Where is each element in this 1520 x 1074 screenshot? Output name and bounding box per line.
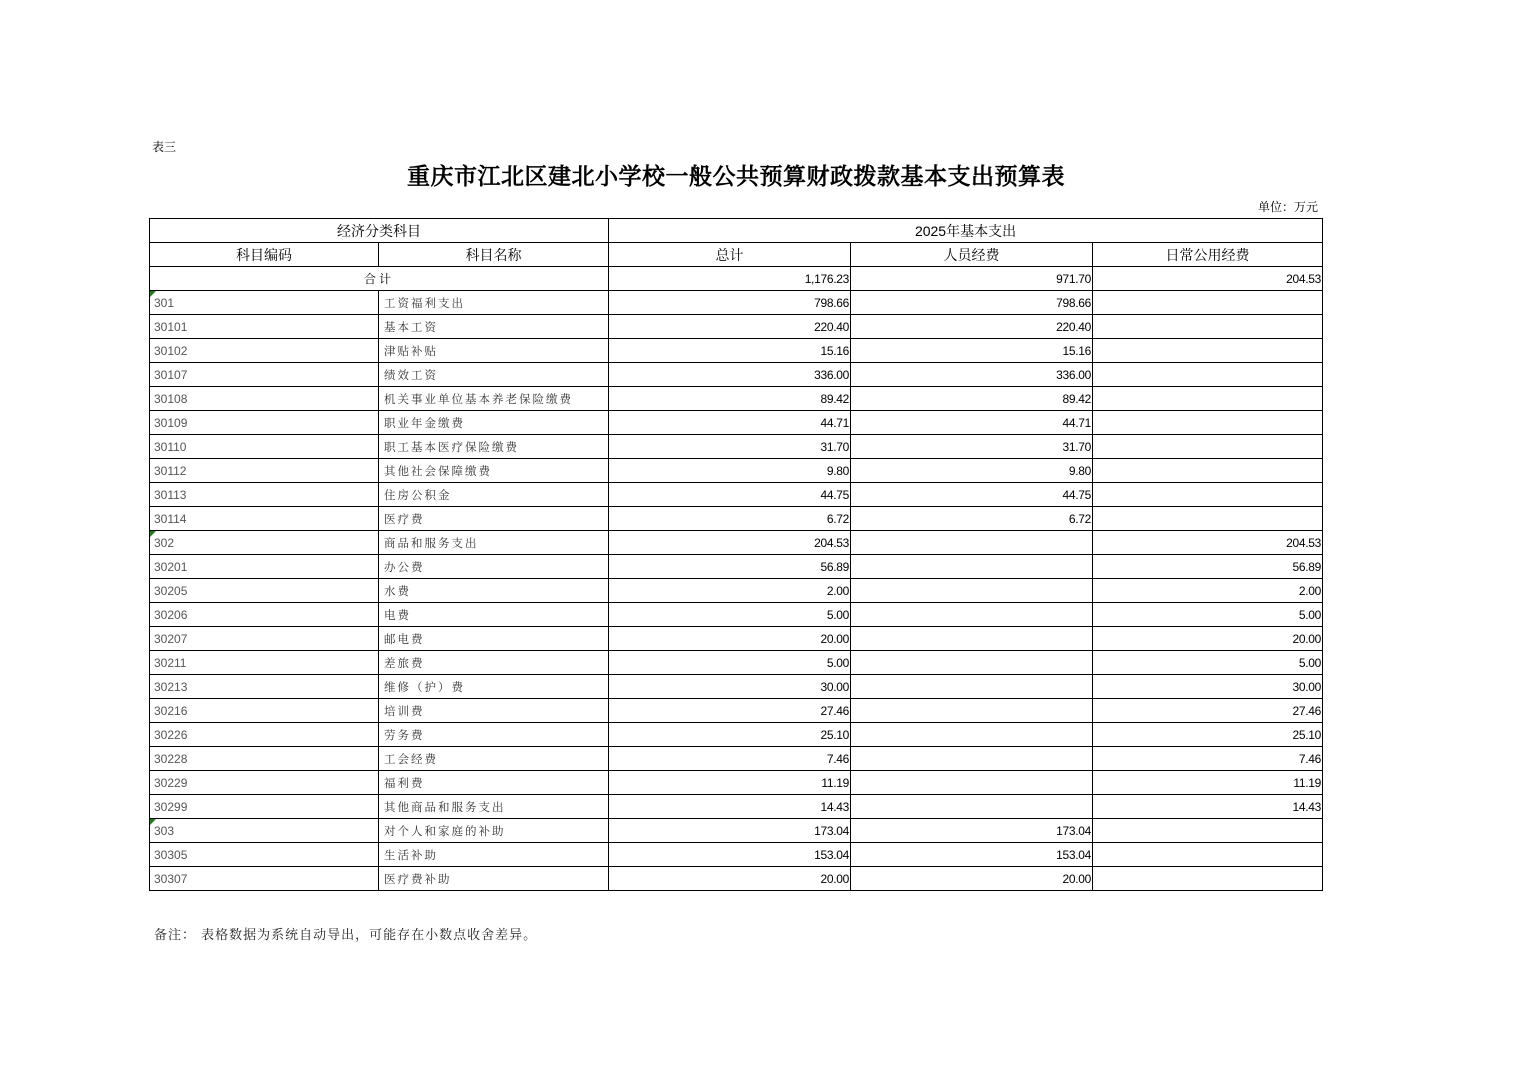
row-code-cell: 30213 — [150, 675, 379, 699]
row-code-cell: 30112 — [150, 459, 379, 483]
row-total-cell: 2.00 — [609, 579, 851, 603]
table-row — [150, 459, 1323, 483]
row-name-cell: 绩效工资 — [379, 363, 609, 387]
table-row — [150, 771, 1323, 795]
row-name-cell: 基本工资 — [379, 315, 609, 339]
row-personnel-cell — [851, 699, 1093, 723]
row-total-cell: 220.40 — [609, 315, 851, 339]
table-row — [150, 435, 1323, 459]
row-public-cell: 25.10 — [1093, 723, 1323, 747]
row-name-cell: 医疗费 — [379, 507, 609, 531]
row-name-cell: 培训费 — [379, 699, 609, 723]
row-total-cell: 336.00 — [609, 363, 851, 387]
table-row — [150, 651, 1323, 675]
row-public-cell: 204.53 — [1093, 531, 1323, 555]
row-total-cell: 14.43 — [609, 795, 851, 819]
row-public-cell: 56.89 — [1093, 555, 1323, 579]
row-personnel-cell — [851, 747, 1093, 771]
row-public-cell — [1093, 483, 1323, 507]
row-public-cell: 20.00 — [1093, 627, 1323, 651]
row-name-cell: 职工基本医疗保险缴费 — [379, 435, 609, 459]
row-personnel-cell — [851, 579, 1093, 603]
table-row — [150, 531, 1323, 555]
column-header-total: 总计 — [609, 243, 851, 267]
row-public-cell — [1093, 843, 1323, 867]
row-personnel-cell: 220.40 — [851, 315, 1093, 339]
row-personnel-cell — [851, 651, 1093, 675]
row-total-cell: 153.04 — [609, 843, 851, 867]
row-public-cell — [1093, 291, 1323, 315]
row-code-cell: 30110 — [150, 435, 379, 459]
row-total-cell: 5.00 — [609, 651, 851, 675]
total-row-label: 合计 — [150, 267, 609, 291]
table-row — [150, 723, 1323, 747]
row-public-cell — [1093, 411, 1323, 435]
row-public-cell: 2.00 — [1093, 579, 1323, 603]
row-personnel-cell — [851, 627, 1093, 651]
row-public-cell — [1093, 507, 1323, 531]
row-personnel-cell: 9.80 — [851, 459, 1093, 483]
row-code-cell: 30101 — [150, 315, 379, 339]
group-header-economic-class: 经济分类科目 — [150, 219, 609, 243]
row-code-cell: 30228 — [150, 747, 379, 771]
row-public-cell: 14.43 — [1093, 795, 1323, 819]
row-code-cell: 30307 — [150, 867, 379, 891]
row-public-cell — [1093, 339, 1323, 363]
row-total-cell: 798.66 — [609, 291, 851, 315]
table-row — [150, 843, 1323, 867]
table-row — [150, 483, 1323, 507]
row-name-cell: 医疗费补助 — [379, 867, 609, 891]
row-total-cell: 20.00 — [609, 627, 851, 651]
column-header-personnel: 人员经费 — [851, 243, 1093, 267]
row-total-cell: 9.80 — [609, 459, 851, 483]
total-row-personnel: 971.70 — [851, 267, 1093, 291]
table-row — [150, 315, 1323, 339]
table-row — [150, 819, 1323, 843]
row-public-cell: 5.00 — [1093, 651, 1323, 675]
page-title: 重庆市江北区建北小学校一般公共预算财政拨款基本支出预算表 — [407, 163, 1065, 190]
column-header-public: 日常公用经费 — [1093, 243, 1323, 267]
table-row — [150, 555, 1323, 579]
row-personnel-cell: 44.75 — [851, 483, 1093, 507]
row-total-cell: 44.75 — [609, 483, 851, 507]
row-personnel-cell — [851, 603, 1093, 627]
row-name-cell: 其他社会保障缴费 — [379, 459, 609, 483]
row-total-cell: 30.00 — [609, 675, 851, 699]
row-code-cell: 30206 — [150, 603, 379, 627]
row-name-cell: 电费 — [379, 603, 609, 627]
row-name-cell: 水费 — [379, 579, 609, 603]
row-personnel-cell — [851, 555, 1093, 579]
group-header-basic-expenditure: 2025年基本支出 — [609, 219, 1323, 243]
table-row — [150, 603, 1323, 627]
budget-table — [149, 218, 1323, 891]
row-code-cell: 30207 — [150, 627, 379, 651]
row-name-cell: 津贴补贴 — [379, 339, 609, 363]
table-row — [150, 339, 1323, 363]
row-code-cell: 30226 — [150, 723, 379, 747]
row-name-cell: 商品和服务支出 — [379, 531, 609, 555]
row-code-cell: 30108 — [150, 387, 379, 411]
table-row — [150, 507, 1323, 531]
row-public-cell — [1093, 315, 1323, 339]
total-row — [150, 267, 1323, 291]
total-row-total: 1,176.23 — [609, 267, 851, 291]
table-row — [150, 291, 1323, 315]
column-header-code: 科目编码 — [150, 243, 379, 267]
row-personnel-cell: 15.16 — [851, 339, 1093, 363]
row-total-cell: 15.16 — [609, 339, 851, 363]
group-header-row — [150, 219, 1323, 243]
row-personnel-cell — [851, 795, 1093, 819]
row-name-cell: 其他商品和服务支出 — [379, 795, 609, 819]
row-total-cell: 204.53 — [609, 531, 851, 555]
row-code-cell: 30205 — [150, 579, 379, 603]
row-name-cell: 福利费 — [379, 771, 609, 795]
row-code-cell: 303 — [150, 819, 379, 843]
table-row — [150, 867, 1323, 891]
row-total-cell: 56.89 — [609, 555, 851, 579]
row-total-cell: 89.42 — [609, 387, 851, 411]
table-row — [150, 579, 1323, 603]
row-name-cell: 职业年金缴费 — [379, 411, 609, 435]
row-public-cell: 7.46 — [1093, 747, 1323, 771]
row-total-cell: 31.70 — [609, 435, 851, 459]
row-code-cell: 30305 — [150, 843, 379, 867]
total-row-public: 204.53 — [1093, 267, 1323, 291]
table-row — [150, 627, 1323, 651]
row-name-cell: 机关事业单位基本养老保险缴费 — [379, 387, 609, 411]
table-row — [150, 747, 1323, 771]
row-personnel-cell — [851, 771, 1093, 795]
row-total-cell: 6.72 — [609, 507, 851, 531]
table-label: 表三 — [152, 140, 177, 154]
row-personnel-cell: 44.71 — [851, 411, 1093, 435]
table-row — [150, 411, 1323, 435]
row-total-cell: 27.46 — [609, 699, 851, 723]
row-total-cell: 20.00 — [609, 867, 851, 891]
row-personnel-cell: 6.72 — [851, 507, 1093, 531]
row-public-cell — [1093, 459, 1323, 483]
row-code-cell: 30109 — [150, 411, 379, 435]
row-personnel-cell: 89.42 — [851, 387, 1093, 411]
row-personnel-cell: 31.70 — [851, 435, 1093, 459]
footnote: 备注： 表格数据为系统自动导出，可能存在小数点收舍差异。 — [154, 928, 538, 943]
row-public-cell — [1093, 435, 1323, 459]
row-public-cell — [1093, 867, 1323, 891]
row-public-cell — [1093, 819, 1323, 843]
column-header-row — [150, 243, 1323, 267]
row-personnel-cell: 798.66 — [851, 291, 1093, 315]
row-name-cell: 工资福利支出 — [379, 291, 609, 315]
row-code-cell: 30102 — [150, 339, 379, 363]
table-row — [150, 699, 1323, 723]
table-row — [150, 363, 1323, 387]
row-code-cell: 30113 — [150, 483, 379, 507]
row-code-cell: 30216 — [150, 699, 379, 723]
row-total-cell: 11.19 — [609, 771, 851, 795]
row-code-cell: 30107 — [150, 363, 379, 387]
row-personnel-cell: 20.00 — [851, 867, 1093, 891]
row-name-cell: 邮电费 — [379, 627, 609, 651]
table-row — [150, 387, 1323, 411]
row-code-cell: 30201 — [150, 555, 379, 579]
row-code-cell: 301 — [150, 291, 379, 315]
row-code-cell: 30229 — [150, 771, 379, 795]
row-total-cell: 7.46 — [609, 747, 851, 771]
table-row — [150, 795, 1323, 819]
row-name-cell: 差旅费 — [379, 651, 609, 675]
row-name-cell: 住房公积金 — [379, 483, 609, 507]
row-personnel-cell: 153.04 — [851, 843, 1093, 867]
row-total-cell: 25.10 — [609, 723, 851, 747]
row-public-cell: 11.19 — [1093, 771, 1323, 795]
column-header-name: 科目名称 — [379, 243, 609, 267]
row-personnel-cell: 173.04 — [851, 819, 1093, 843]
row-code-cell: 302 — [150, 531, 379, 555]
row-total-cell: 5.00 — [609, 603, 851, 627]
row-code-cell: 30114 — [150, 507, 379, 531]
row-name-cell: 维修（护）费 — [379, 675, 609, 699]
row-personnel-cell — [851, 531, 1093, 555]
unit-label: 单位：万元 — [1257, 200, 1318, 214]
row-public-cell: 27.46 — [1093, 699, 1323, 723]
row-code-cell: 30211 — [150, 651, 379, 675]
row-public-cell: 5.00 — [1093, 603, 1323, 627]
row-personnel-cell: 336.00 — [851, 363, 1093, 387]
row-code-cell: 30299 — [150, 795, 379, 819]
row-public-cell — [1093, 387, 1323, 411]
row-personnel-cell — [851, 723, 1093, 747]
row-name-cell: 办公费 — [379, 555, 609, 579]
row-public-cell: 30.00 — [1093, 675, 1323, 699]
row-name-cell: 对个人和家庭的补助 — [379, 819, 609, 843]
table-row — [150, 675, 1323, 699]
row-name-cell: 生活补助 — [379, 843, 609, 867]
row-public-cell — [1093, 363, 1323, 387]
row-personnel-cell — [851, 675, 1093, 699]
row-total-cell: 44.71 — [609, 411, 851, 435]
row-name-cell: 工会经费 — [379, 747, 609, 771]
row-name-cell: 劳务费 — [379, 723, 609, 747]
row-total-cell: 173.04 — [609, 819, 851, 843]
